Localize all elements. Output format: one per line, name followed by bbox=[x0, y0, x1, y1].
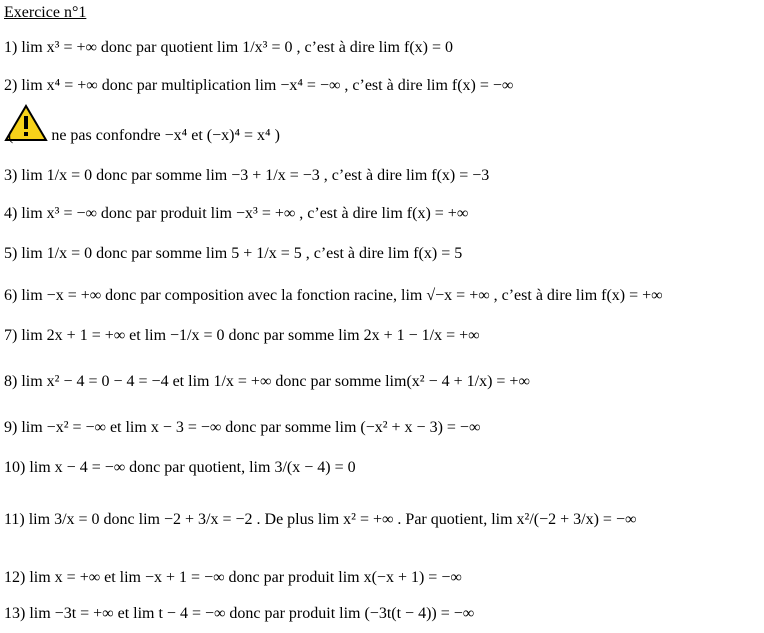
line-9: 9) lim −x² = −∞ et lim x − 3 = −∞ donc par somme lim (−x² + x − 3) = −∞ bbox=[4, 419, 481, 436]
line-13: 13) lim −3t = +∞ et lim t − 4 = −∞ donc par produit lim (−3t(t − 4)) = −∞ bbox=[4, 605, 475, 622]
line-7: 7) lim 2x + 1 = +∞ et lim −1/x = 0 donc par somme lim 2x + 1 − 1/x = +∞ bbox=[4, 327, 480, 344]
warning-line bbox=[8, 126, 280, 146]
line-1: 1) lim x³ = +∞ donc par quotient lim 1/x³ = 0 , c’est à dire lim f(x) = 0 bbox=[4, 39, 454, 56]
exercise-title: Exercice n°1 bbox=[4, 4, 87, 21]
line-2: 2) lim x⁴ = +∞ donc par multiplication lim −x⁴ = −∞ , c’est à dire lim f(x) = −∞ bbox=[4, 77, 514, 94]
line-10: 10) lim x − 4 = −∞ donc par quotient, lim 3/(x − 4) = 0 bbox=[4, 459, 356, 476]
line-8: 8) lim x² − 4 = 0 − 4 = −4 et lim 1/x = +∞ donc par somme lim(x² − 4 + 1/x) = +∞ bbox=[4, 373, 530, 390]
line-6: 6) lim −x = +∞ donc par composition avec la fonction racine, lim √−x = +∞ , c’est à dire lim f(x) = +∞ bbox=[4, 287, 663, 304]
line-5: 5) lim 1/x = 0 donc par somme lim 5 + 1/x = 5 , c’est à dire lim f(x) = 5 bbox=[4, 245, 463, 262]
warning-prefix: ( bbox=[8, 127, 14, 144]
line-4: 4) lim x³ = −∞ donc par produit lim −x³ = +∞ , c’est à dire lim f(x) = +∞ bbox=[4, 205, 469, 222]
line-12: 12) lim x = +∞ et lim −x + 1 = −∞ donc par produit lim x(−x + 1) = −∞ bbox=[4, 569, 462, 586]
line-11: 11) lim 3/x = 0 donc lim −2 + 3/x = −2 . De plus lim x² = +∞ . Par quotient, lim x²/(−2 + 3/x) = −∞ bbox=[4, 511, 637, 528]
line-3: 3) lim 1/x = 0 donc par somme lim −3 + 1/x = −3 , c’est à dire lim f(x) = −3 bbox=[4, 167, 490, 184]
warning-text: ne pas confondre −x⁴ et (−x)⁴ = x⁴ ) bbox=[51, 127, 280, 144]
